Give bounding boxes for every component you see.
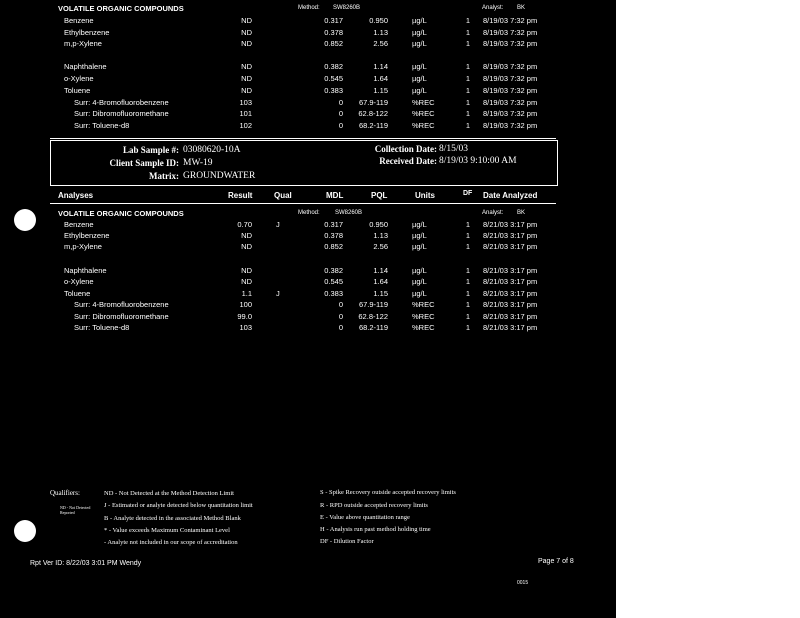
- cell-result: 99.0: [237, 312, 252, 321]
- qualifier-note: S - Spike Recovery outside accepted recovery limits: [320, 489, 456, 496]
- cell-units: µg/L: [412, 86, 427, 95]
- qualifier-note: * - Value exceeds Maximum Contaminant Level: [104, 527, 230, 534]
- cell-name: m,p-Xylene: [64, 242, 102, 251]
- cell-units: µg/L: [412, 16, 427, 25]
- cell-df: 1: [465, 109, 470, 118]
- col-df: DF: [463, 190, 473, 197]
- cell-name: Naphthalene: [64, 266, 107, 275]
- separator-line: [50, 138, 556, 139]
- cell-qual: J: [276, 289, 280, 298]
- cell-units: µg/L: [412, 266, 427, 275]
- stamp-line-1: ND - Not Detected: [60, 505, 91, 510]
- cell-result: 1.1: [241, 289, 252, 298]
- cell-name: Ethylbenzene: [64, 231, 110, 240]
- analyst-label: Analyst:: [482, 5, 504, 11]
- binder-hole-upper: [14, 209, 36, 231]
- cell-mdl: 0.545: [324, 277, 343, 286]
- cell-name: Surr: Toluene-d8: [74, 121, 130, 130]
- cell-result: 0.70: [237, 220, 252, 229]
- cell-result: ND: [241, 242, 252, 251]
- cell-name: Surr: 4-Bromofluorobenzene: [74, 300, 169, 309]
- cell-date: 8/21/03 3:17 pm: [483, 277, 538, 286]
- cell-units: µg/L: [412, 220, 427, 229]
- method-label: Method:: [298, 5, 320, 11]
- cell-pql: 0.950: [369, 16, 388, 25]
- cell-date: 8/21/03 3:17 pm: [483, 242, 538, 251]
- cell-result: 102: [239, 121, 252, 130]
- col-pql: PQL: [371, 191, 388, 200]
- cell-date: 8/19/03 7:32 pm: [483, 109, 538, 118]
- cell-mdl: 0.382: [324, 266, 343, 275]
- reporting-stamp: [60, 505, 90, 515]
- cell-units: %REC: [412, 121, 435, 130]
- qualifier-note: DF - Dilution Factor: [320, 538, 374, 545]
- cell-units: µg/L: [412, 242, 427, 251]
- cell-units: %REC: [412, 98, 435, 107]
- cell-date: 8/21/03 3:17 pm: [483, 266, 538, 275]
- cell-pql: 62.8-122: [358, 109, 388, 118]
- client-sample-value: MW-19: [183, 158, 213, 168]
- cell-units: µg/L: [412, 39, 427, 48]
- qualifier-note: R - RPD outside accepted recovery limits: [320, 502, 428, 509]
- stamp-line-2: Reported: [60, 510, 75, 515]
- cell-date: 8/19/03 7:32 pm: [483, 74, 538, 83]
- cell-date: 8/19/03 7:32 pm: [483, 121, 538, 130]
- cell-date: 8/19/03 7:32 pm: [483, 28, 538, 37]
- cell-mdl: 0.852: [324, 39, 343, 48]
- cell-result: ND: [241, 39, 252, 48]
- cell-name: Toluene: [64, 289, 91, 298]
- cell-pql: 1.13: [373, 231, 388, 240]
- cell-pql: 68.2-119: [358, 323, 388, 332]
- col-qual: Qual: [274, 191, 292, 200]
- cell-df: 1: [465, 312, 470, 321]
- cell-date: 8/19/03 7:32 pm: [483, 86, 538, 95]
- page-number: Page 7 of 8: [538, 558, 574, 565]
- cell-mdl: 0.383: [324, 86, 343, 95]
- cell-qual: J: [276, 220, 280, 229]
- cell-pql: 67.9-119: [358, 98, 388, 107]
- cell-name: Surr: Dibromofluoromethane: [74, 109, 169, 118]
- cell-mdl: 0.383: [324, 289, 343, 298]
- cell-result: 103: [239, 323, 252, 332]
- cell-mdl: 0: [338, 121, 343, 130]
- cell-date: 8/21/03 3:17 pm: [483, 231, 538, 240]
- cell-mdl: 0.852: [324, 242, 343, 251]
- cell-result: ND: [241, 62, 252, 71]
- collection-date-value: 8/15/03: [439, 144, 469, 154]
- cell-units: µg/L: [412, 289, 427, 298]
- cell-result: ND: [241, 266, 252, 275]
- cell-units: %REC: [412, 323, 435, 332]
- cell-mdl: 0.317: [324, 16, 343, 25]
- cell-name: o-Xylene: [64, 74, 94, 83]
- cell-df: 1: [465, 220, 470, 229]
- cell-pql: 1.14: [373, 62, 388, 71]
- cell-df: 1: [465, 121, 470, 130]
- qualifier-note: ND - Not Detected at the Method Detection Limit: [104, 490, 234, 497]
- cell-name: m,p-Xylene: [64, 39, 102, 48]
- cell-result: ND: [241, 86, 252, 95]
- cell-pql: 62.8-122: [358, 312, 388, 321]
- cell-date: 8/19/03 7:32 pm: [483, 62, 538, 71]
- cell-pql: 68.2-119: [358, 121, 388, 130]
- cell-df: 1: [465, 300, 470, 309]
- analyst-value: BK: [517, 5, 526, 11]
- col-analyses: Analyses: [58, 191, 94, 200]
- cell-units: µg/L: [412, 277, 427, 286]
- cell-pql: 1.13: [373, 28, 388, 37]
- cell-mdl: 0: [338, 109, 343, 118]
- qualifier-note: J - Estimated or analyte detected below quantitation limit: [104, 502, 253, 509]
- col-result: Result: [228, 191, 253, 200]
- collection-date-label: Collection Date:: [374, 144, 437, 154]
- qualifier-note: H - Analysis run past method holding time: [320, 526, 431, 533]
- qualifier-note: B - Analyte detected in the associated Method Blank: [104, 515, 241, 522]
- cell-date: 8/19/03 7:32 pm: [483, 16, 538, 25]
- cell-units: µg/L: [412, 28, 427, 37]
- section-header: VOLATILE ORGANIC COMPOUNDS: [58, 209, 184, 218]
- cell-name: Ethylbenzene: [64, 28, 110, 37]
- cell-result: 101: [239, 109, 252, 118]
- cell-pql: 1.64: [373, 277, 388, 286]
- cell-pql: 0.950: [369, 220, 388, 229]
- cell-date: 8/21/03 3:17 pm: [483, 300, 538, 309]
- cell-df: 1: [465, 74, 470, 83]
- cell-df: 1: [465, 231, 470, 240]
- cell-mdl: 0: [338, 312, 343, 321]
- cell-mdl: 0.382: [324, 62, 343, 71]
- cell-pql: 1.14: [373, 266, 388, 275]
- cell-df: 1: [465, 323, 470, 332]
- cell-df: 1: [465, 16, 470, 25]
- cell-df: 1: [465, 39, 470, 48]
- analyst-label: Analyst:: [482, 210, 504, 216]
- lab-sample-value: 03080620-10A: [183, 145, 241, 155]
- cell-date: 8/21/03 3:17 pm: [483, 323, 538, 332]
- cell-mdl: 0.378: [324, 231, 343, 240]
- received-date-label: Received Date:: [379, 156, 437, 166]
- cell-pql: 2.56: [373, 39, 388, 48]
- cell-result: ND: [241, 277, 252, 286]
- cell-name: o-Xylene: [64, 277, 94, 286]
- qualifiers-label: Qualifiers:: [50, 489, 80, 497]
- cell-pql: 1.15: [373, 86, 388, 95]
- binder-hole-lower: [14, 520, 36, 542]
- cell-name: Benzene: [64, 16, 94, 25]
- cell-units: %REC: [412, 312, 435, 321]
- cell-df: 1: [465, 277, 470, 286]
- cell-units: µg/L: [412, 231, 427, 240]
- col-date-analyzed: Date Analyzed: [483, 191, 538, 200]
- received-date-value: 8/19/03 9:10:00 AM: [439, 156, 517, 166]
- cell-mdl: 0.545: [324, 74, 343, 83]
- method-value: SW8260B: [335, 210, 363, 216]
- matrix-label: Matrix:: [149, 171, 179, 181]
- lab-sample-label: Lab Sample #:: [122, 145, 179, 155]
- col-units: Units: [415, 191, 435, 200]
- cell-result: 100: [239, 300, 252, 309]
- page-mark: 0015: [517, 580, 529, 586]
- cell-name: Toluene: [64, 86, 91, 95]
- cell-pql: 1.64: [373, 74, 388, 83]
- cell-df: 1: [465, 62, 470, 71]
- cell-units: %REC: [412, 109, 435, 118]
- header-underline: [50, 203, 556, 204]
- analyst-value: BK: [517, 210, 526, 216]
- cell-name: Surr: Dibromofluoromethane: [74, 312, 169, 321]
- cell-date: 8/19/03 7:32 pm: [483, 39, 538, 48]
- cell-date: 8/21/03 3:17 pm: [483, 312, 538, 321]
- cell-result: ND: [241, 231, 252, 240]
- cell-df: 1: [465, 86, 470, 95]
- qualifier-note: - Analyte not included in our scope of accreditation: [104, 539, 238, 546]
- cell-df: 1: [465, 289, 470, 298]
- cell-mdl: 0.378: [324, 28, 343, 37]
- cell-date: 8/21/03 3:17 pm: [483, 289, 538, 298]
- cell-name: Surr: 4-Bromofluorobenzene: [74, 98, 169, 107]
- cell-name: Surr: Toluene-d8: [74, 323, 130, 332]
- qualifier-note: E - Value above quantitation range: [320, 514, 410, 521]
- cell-name: Benzene: [64, 220, 94, 229]
- cell-pql: 1.15: [373, 289, 388, 298]
- cell-units: %REC: [412, 300, 435, 309]
- cell-pql: 2.56: [373, 242, 388, 251]
- cell-mdl: 0.317: [324, 220, 343, 229]
- cell-df: 1: [465, 28, 470, 37]
- cell-mdl: 0: [338, 323, 343, 332]
- cell-date: 8/21/03 3:17 pm: [483, 220, 538, 229]
- cell-result: ND: [241, 74, 252, 83]
- method-label: Method:: [298, 210, 320, 216]
- cell-mdl: 0: [338, 300, 343, 309]
- cell-result: 103: [239, 98, 252, 107]
- report-version: Rpt Ver ID: 8/22/03 3:01 PM Wendy: [30, 560, 142, 567]
- cell-result: ND: [241, 16, 252, 25]
- matrix-value: GROUNDWATER: [183, 171, 256, 181]
- cell-pql: 67.9-119: [358, 300, 388, 309]
- cell-df: 1: [465, 98, 470, 107]
- cell-df: 1: [465, 266, 470, 275]
- cell-name: Naphthalene: [64, 62, 107, 71]
- cell-df: 1: [465, 242, 470, 251]
- method-value: SW8260B: [333, 5, 361, 11]
- cell-date: 8/19/03 7:32 pm: [483, 98, 538, 107]
- section-header: VOLATILE ORGANIC COMPOUNDS: [58, 4, 184, 13]
- client-sample-label: Client Sample ID:: [109, 158, 179, 168]
- cell-units: µg/L: [412, 62, 427, 71]
- col-mdl: MDL: [326, 191, 344, 200]
- cell-mdl: 0: [338, 98, 343, 107]
- sample-info-box: [50, 140, 558, 186]
- cell-units: µg/L: [412, 74, 427, 83]
- cell-result: ND: [241, 28, 252, 37]
